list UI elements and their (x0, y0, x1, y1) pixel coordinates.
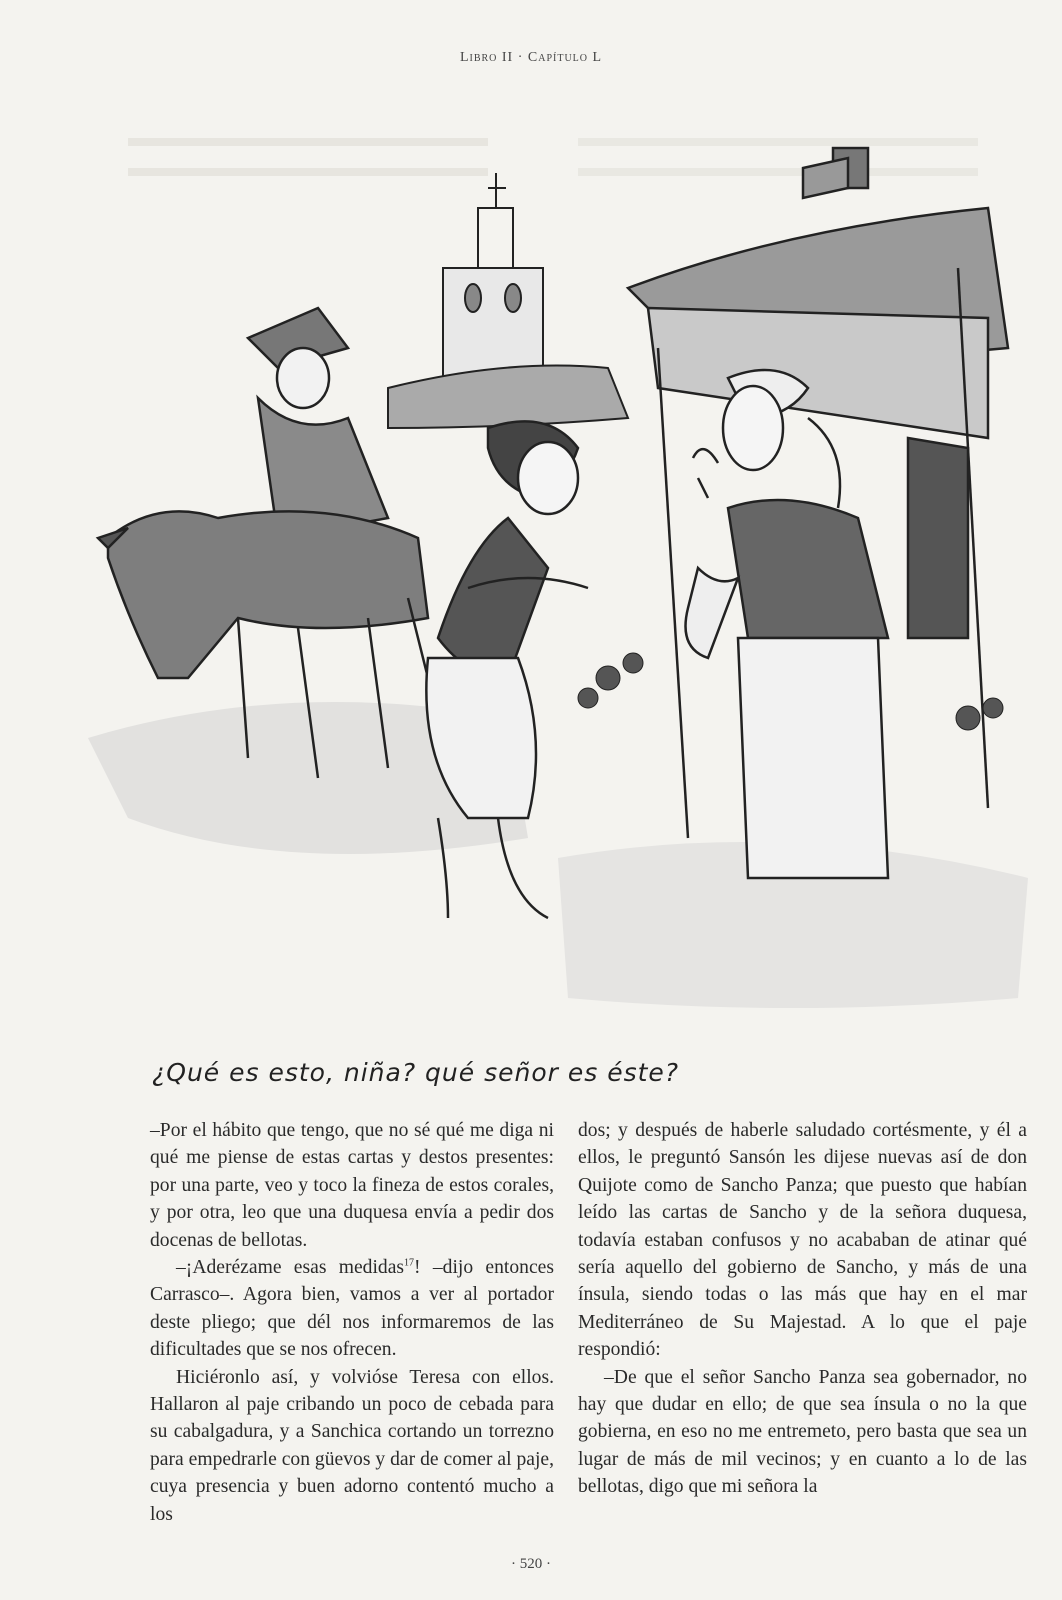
text-column-right (578, 1117, 1027, 1501)
paragraph: Hiciéronlo así, y volvióse Teresa con ellos. Hallaron al paje cribando un poco de cebada para su cabalgadura, y a Sanchica cortando un torrezno para empedrarle con güevos y dar de comer al paje, cuya presencia y buen adorno contentó mucho a los (150, 1366, 554, 1525)
paragraph: –Por el hábito que tengo, que no sé qué me diga ni qué me piense de estas cartas y destos presentes: por una parte, veo y toco la fineza de estos corales, y por otra, leo que una duquesa envía a pedir dos docenas de bellotas. (150, 1120, 554, 1251)
running-head-text: Libro II · Capítulo L (459, 50, 603, 65)
paragraph: dos; y después de haberle saludado cortésmente, y él a ellos, le preguntó Sansón les dijese nuevas así de don Quijote como de Sancho Panza; que puesto que habían leído las cartas de Sancho y de la señora duquesa, todavía estaban confusos y no acababan de atinar qué sería aquello del gobierno de Sancho, y más de una ínsula, siendo todas o las más que hay en el mar Mediterráneo de Su Majestad. A lo que el paje respondió: (578, 1120, 1027, 1361)
illustration-caption: ¿Qué es esto, niña? qué señor es éste? (152, 1058, 680, 1087)
illustration-drawing (88, 118, 1028, 1018)
paragraph: –De que el señor Sancho Panza sea gobernador, no hay que dudar en ello; de que sea ínsula o no la que gobierna, en eso no me entremeto, pero basta que sea un lugar de más de mil vecinos; y en cuanto a lo de las bellotas, digo que mi señora la (578, 1366, 1027, 1498)
church-tower (443, 173, 543, 378)
middle-roof (388, 366, 628, 429)
running-head (0, 50, 1062, 66)
paragraph (150, 1254, 554, 1364)
teresa-figure (686, 370, 889, 878)
text-column-left (150, 1117, 554, 1528)
dialogue-text: ! –dijo entonces Carrasco–. Agora bien, vamos a ver al portador deste pliego; que dél nos informaremos de las dificultades que se nos ofrecen. (150, 1257, 554, 1361)
page-number: · 520 · (511, 1556, 551, 1572)
footnote-marker: 17 (404, 1257, 415, 1269)
house-roof (628, 148, 1008, 438)
dialogue-text: –¡Aderézame esas medidas (176, 1257, 405, 1279)
